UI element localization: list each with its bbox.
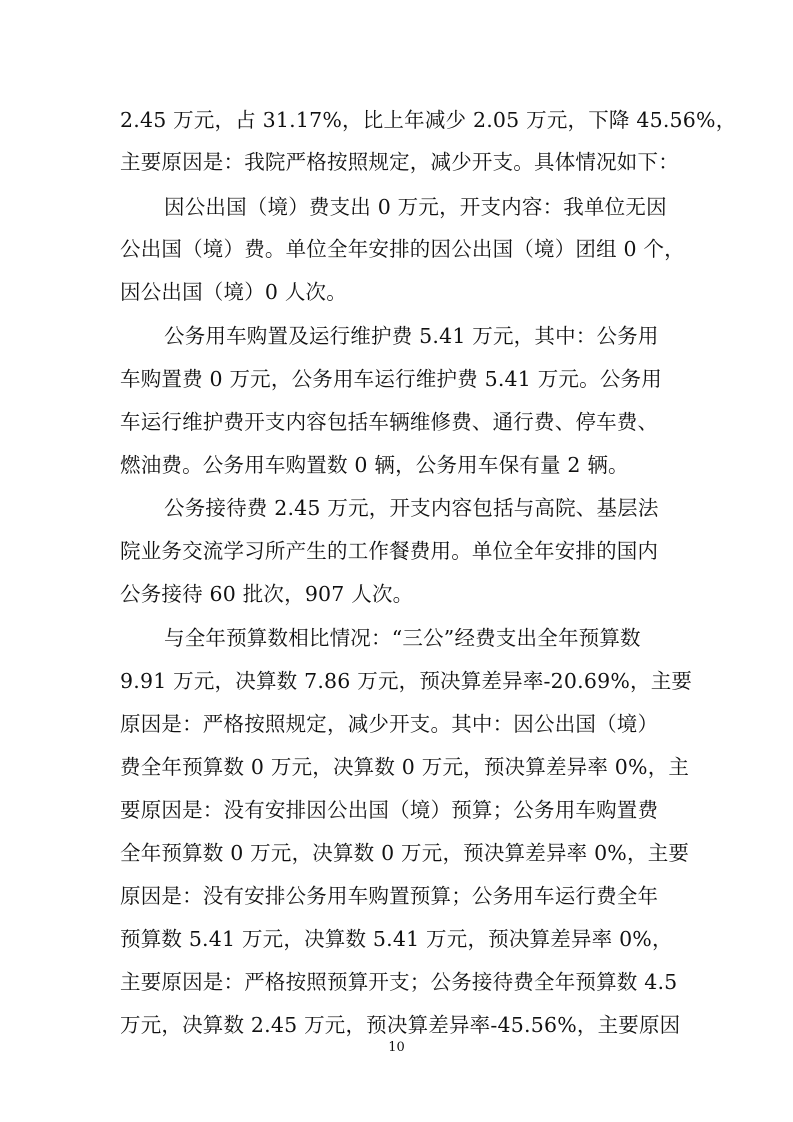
- text-line-16: 费全年预算数 0 万元，决算数 0 万元，预决算差异率 0%，主: [120, 755, 690, 779]
- text-line-1: 2.45 万元，占 31.17%，比上年减少 2.05 万元，下降 45.56%，: [120, 108, 737, 132]
- text-line-8: 车运行维护费开支内容包括车辆维修费、通行费、停车费、: [120, 410, 659, 434]
- text-line-12: 公务接待 60 批次，907 人次。: [120, 582, 414, 606]
- text-line-15: 原因是：严格按照规定，减少开支。其中：因公出国（境）: [120, 712, 659, 736]
- text-line-9: 燃油费。公务用车购置数 0 辆，公务用车保有量 2 辆。: [120, 453, 629, 477]
- text-line-19: 原因是：没有安排公务用车购置预算；公务用车运行费全年: [120, 884, 659, 908]
- text-line-3: 因公出国（境）费支出 0 万元，开支内容：我单位无因: [164, 195, 667, 219]
- text-line-22: 万元，决算数 2.45 万元，预决算差异率-45.56%，主要原因: [120, 1013, 681, 1037]
- text-line-18: 全年预算数 0 万元，决算数 0 万元，预决算差异率 0%，主要: [120, 841, 690, 865]
- text-line-6: 公务用车购置及运行维护费 5.41 万元，其中：公务用: [164, 324, 659, 348]
- text-line-7: 车购置费 0 万元，公务用车运行维护费 5.41 万元。公务用: [120, 367, 662, 391]
- text-line-5: 因公出国（境）0 人次。: [120, 280, 347, 304]
- text-line-11: 院业务交流学习所产生的工作餐费用。单位全年安排的国内: [120, 539, 659, 563]
- page-number: 10: [388, 1040, 405, 1055]
- text-line-4: 公出国（境）费。单位全年安排的因公出国（境）团组 0 个，: [120, 237, 685, 261]
- text-line-10: 公务接待费 2.45 万元，开支内容包括与高院、基层法: [164, 496, 659, 520]
- text-line-2: 主要原因是：我院严格按照规定，减少开支。具体情况如下：: [120, 150, 679, 174]
- text-line-14: 9.91 万元，决算数 7.86 万元，预决算差异率-20.69%，主要: [120, 669, 693, 693]
- text-line-21: 主要原因是：严格按照预算开支；公务接待费全年预算数 4.5: [120, 970, 678, 994]
- text-line-17: 要原因是：没有安排因公出国（境）预算；公务用车购置费: [120, 798, 659, 822]
- text-line-13: 与全年预算数相比情况：“三公”经费支出全年预算数: [164, 626, 641, 650]
- text-line-20: 预算数 5.41 万元，决算数 5.41 万元，预决算差异率 0%，: [120, 927, 673, 951]
